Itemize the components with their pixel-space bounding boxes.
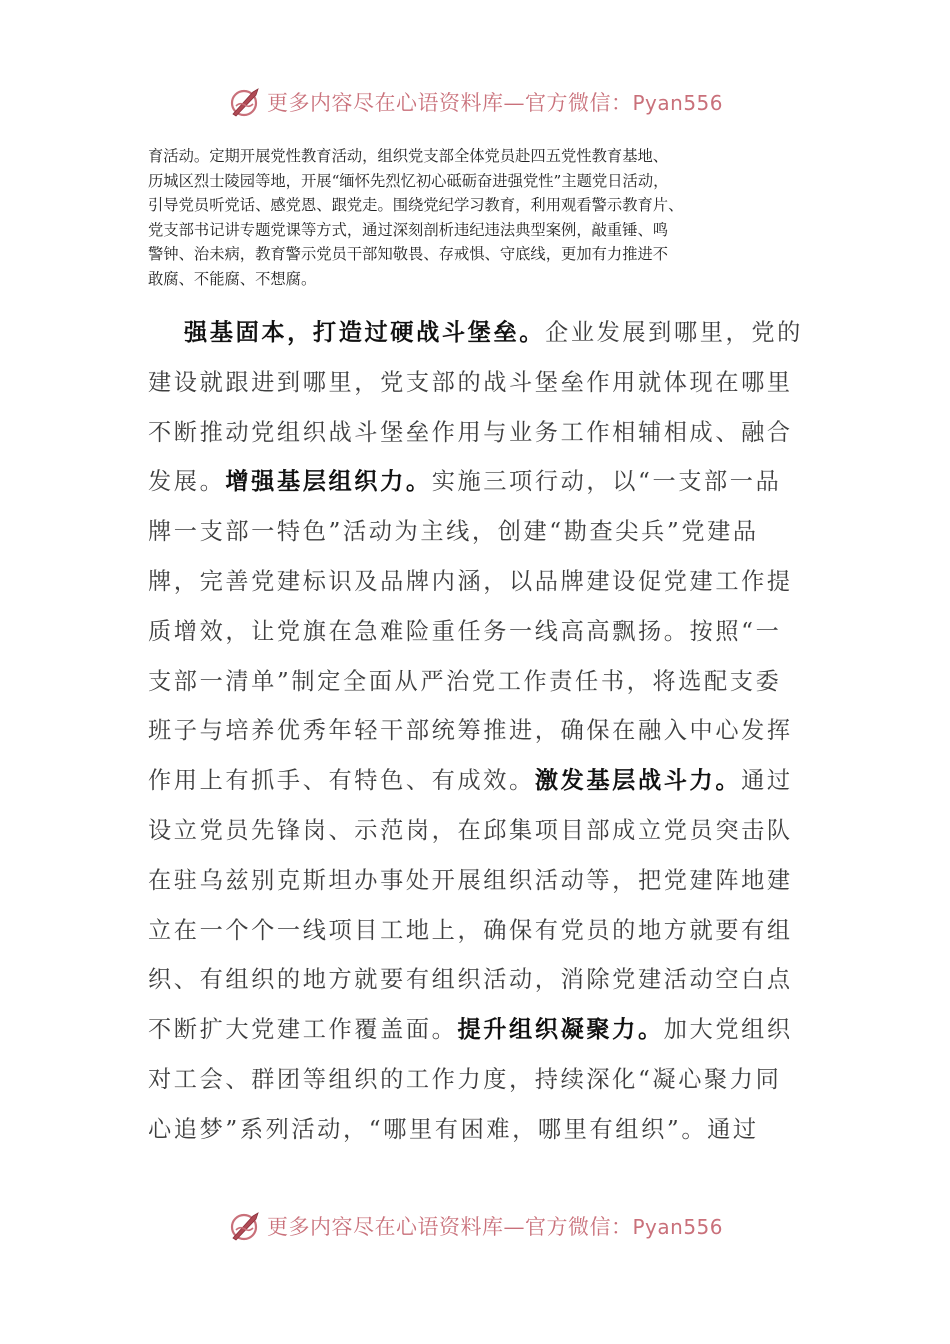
main-line: 班子与培养优秀年轻干部统筹推进，确保在融入中心发挥 — [148, 717, 793, 745]
main-line: 发展。增强基层组织力。实施三项行动，以“一支部一品 — [148, 468, 782, 496]
small-line: 党支部书记讲专题党课等方式，通过深刻剖析违纪违法典型案例，敲重锤、鸣 — [148, 220, 669, 239]
small-line: 警钟、治未病，教育警示党员干部知敬畏、存戒惧、守底线，更加有力推进不 — [148, 245, 669, 264]
main-line: 牌，完善党建标识及品牌内涵，以品牌建设促党建工作提 — [148, 567, 793, 595]
small-paragraph — [148, 144, 808, 292]
footer-text: 更多内容尽在心语资料库—官方微信：Pyan556 — [266, 1215, 723, 1239]
section-heading: 强基固本，打造过硬战斗堡垒。 — [184, 319, 546, 346]
subheading-organization: 增强基层组织力。 — [225, 468, 432, 496]
small-line: 育活动。定期开展党性教育活动，组织党支部全体党员赴四五党性教育基地、 — [148, 147, 669, 165]
main-line: 建设就跟进到哪里，党支部的战斗堡垒作用就体现在哪里 — [148, 368, 793, 396]
footer-wechat-id: Pyan556 — [632, 1215, 723, 1239]
header-text: 更多内容尽在心语资料库—官方微信：Pyan556 — [266, 91, 723, 115]
header-wechat-id: Pyan556 — [632, 91, 723, 115]
main-line: 质增效，让党旗在急难险重任务一线高高飘扬。按照“一 — [148, 617, 782, 645]
main-line: 对工会、群团等组织的工作力度，持续深化“凝心聚力同 — [148, 1065, 782, 1093]
main-line: 立在一个个一线项目工地上，确保有党员的地方就要有组 — [148, 916, 793, 944]
main-line: 支部一清单”制定全面从严治党工作责任书，将选配支委 — [148, 667, 782, 695]
header-watermark — [0, 82, 950, 122]
main-line: 设立党员先锋岗、示范岗，在邱集项目部成立党员突击队 — [148, 816, 793, 844]
main-line: 在驻乌兹别克斯坦办事处开展组织活动等，把党建阵地建 — [148, 866, 793, 894]
small-line: 历城区烈士陵园等地，开展“缅怀先烈忆初心砥砺奋进强党性”主题党日活动， — [148, 171, 669, 190]
footer-watermark — [0, 1206, 950, 1246]
main-line: 强基固本，打造过硬战斗堡垒。企业发展到哪里，党的 — [184, 319, 803, 346]
main-line: 作用上有抓手、有特色、有成效。激发基层战斗力。通过 — [148, 767, 793, 795]
small-line: 敢腐、不能腐、不想腐。 — [148, 269, 317, 288]
main-line: 不断推动党组织战斗堡垒作用与业务工作相辅相成、融合 — [148, 418, 793, 446]
small-line: 引导党员听党话、感党恩、跟党走。围绕党纪学习教育，利用观看警示教育片、 — [148, 196, 684, 215]
pen-logo-icon — [227, 1208, 263, 1244]
pen-logo-icon — [227, 84, 263, 120]
main-line: 牌一支部一特色”活动为主线，创建“勘查尖兵”党建品 — [148, 518, 759, 546]
main-paragraph — [148, 308, 810, 1155]
subheading-cohesion: 提升组织凝聚力。 — [457, 1016, 664, 1044]
main-line: 心追梦”系列活动，“哪里有困难，哪里有组织”。通过 — [148, 1115, 759, 1143]
main-line: 织、有组织的地方就要有组织活动，消除党建活动空白点 — [148, 966, 793, 994]
main-line: 不断扩大党建工作覆盖面。提升组织凝聚力。加大党组织 — [148, 1016, 793, 1044]
subheading-combat: 激发基层战斗力。 — [534, 767, 742, 795]
